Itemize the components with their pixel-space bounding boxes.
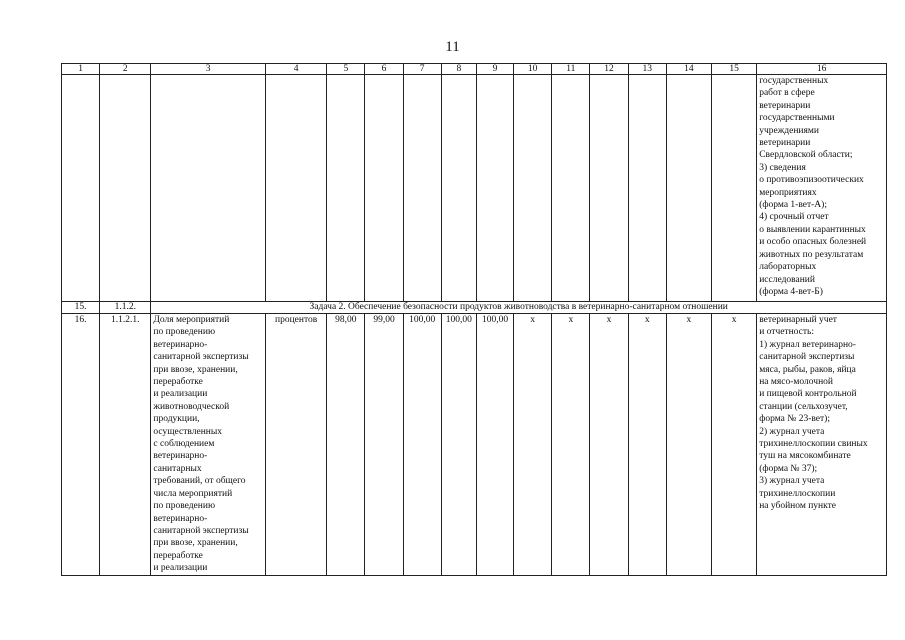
value-cell: x: [590, 314, 628, 576]
indicators-table: [61, 63, 887, 576]
column-number: 14: [666, 64, 711, 75]
value-cell: 100,00: [476, 314, 513, 576]
column-number: 16: [757, 64, 887, 75]
column-number: 6: [365, 64, 403, 75]
column-number: 12: [590, 64, 628, 75]
value-cell: 100,00: [403, 314, 441, 576]
row-code: 1.1.2.: [100, 302, 151, 314]
value-cell: 98,00: [327, 314, 365, 576]
column-number: 11: [552, 64, 590, 75]
column-number: 1: [62, 64, 100, 75]
value-cell: x: [514, 314, 552, 576]
column-number: 7: [403, 64, 441, 75]
value-cell: x: [628, 314, 666, 576]
task-title: Задача 2. Обеспечение безопасности продуктов животноводства в ветеринарно-санитарном отношении: [151, 302, 887, 314]
row-number: 16.: [62, 314, 100, 576]
indicator-row: [62, 314, 887, 576]
column-number: 3: [151, 64, 266, 75]
unit-cell: процентов: [265, 314, 326, 576]
value-cell: 100,00: [441, 314, 476, 576]
value-cell: 99,00: [365, 314, 403, 576]
row-number: 15.: [62, 302, 100, 314]
column-number: 4: [265, 64, 326, 75]
value-cell: x: [712, 314, 757, 576]
column-number-row: [62, 64, 887, 75]
column-number: 15: [712, 64, 757, 75]
data-source-text: государственных работ в сфере ветеринарии государственными учреждениями ветеринарии Свердловской области; 3) сведения о противоэпизоотических мероприятиях (форма 1-вет-А); 4) срочный отчет о выявлении карантинных и особо опасных болезней животных по результатам лабораторных исследований (форма 4-вет-Б): [757, 75, 887, 302]
column-number: 13: [628, 64, 666, 75]
value-cell: x: [666, 314, 711, 576]
value-cell: x: [552, 314, 590, 576]
column-number: 5: [327, 64, 365, 75]
column-number: 10: [514, 64, 552, 75]
column-number: 2: [100, 64, 151, 75]
row-code: 1.1.2.1.: [100, 314, 151, 576]
indicator-name: Доля мероприятий по проведению ветеринарно- санитарной экспертизы при ввозе, хранении, переработке и реализации животноводческой продукции, осуществленных с соблюдением ветеринарно- санитарных требований, от общего числа мероприятий по проведению ветеринарно- санитарной экспертизы при ввозе, хранении, переработке и реализации: [151, 314, 266, 576]
page-number: 11: [445, 39, 460, 55]
task-row: [62, 302, 887, 314]
column-number: 8: [441, 64, 476, 75]
continuation-row: [62, 75, 887, 302]
data-source-text: ветеринарный учет и отчетность: 1) журнал ветеринарно- санитарной экспертизы мяса, рыбы, раков, яйца на мясо-молочной и пищевой контрольной станции (сельхозучет, форма № 23-вет); 2) журнал учета трихинеллоскопии свиных туш на мясокомбинате (форма № 37); 3) журнал учета трихинеллоскопии на убойном пункте: [757, 314, 887, 576]
column-number: 9: [476, 64, 513, 75]
